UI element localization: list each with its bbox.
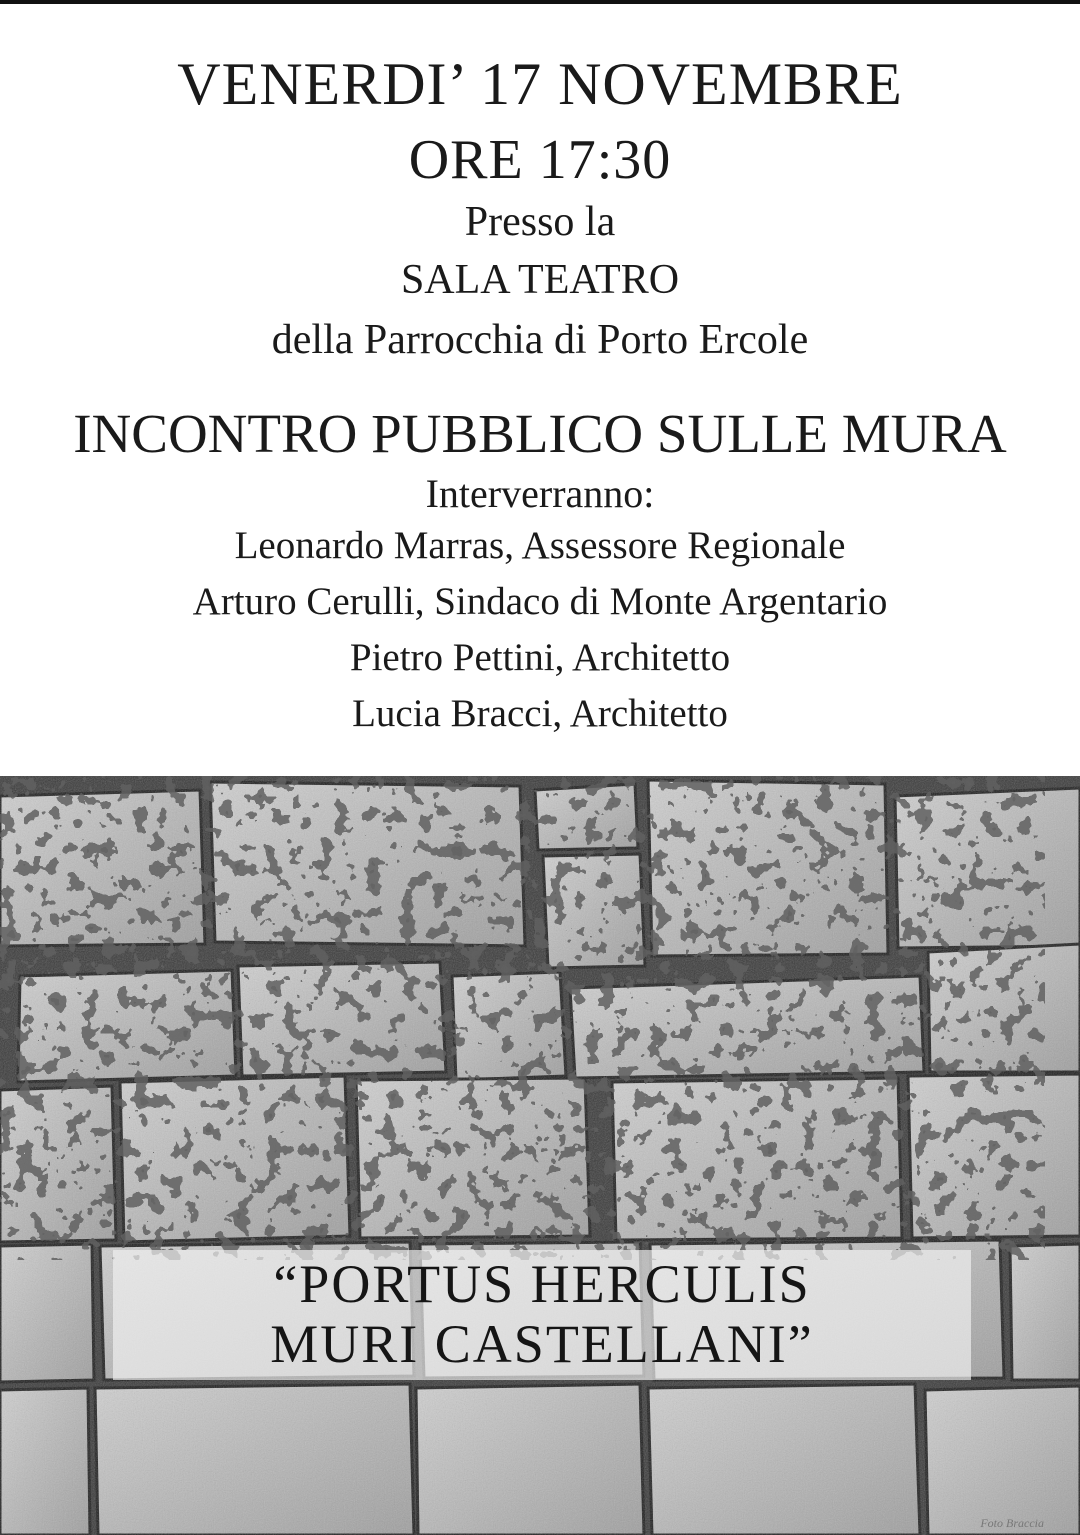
banner-title-line1: “PORTUS HERCULIS: [273, 1254, 811, 1314]
venue-name: SALA TEATRO: [400, 257, 680, 303]
stone-wall-photo: [0, 776, 1080, 1535]
speakers-heading: Interverranno:: [425, 471, 655, 516]
venue-detail: della Parrocchia di Porto Ercole: [271, 317, 809, 363]
speaker-item: Pietro Pettini, Architetto: [349, 636, 731, 679]
stone-wall-illustration: [0, 776, 1080, 1535]
speaker-item: Lucia Bracci, Architetto: [352, 692, 728, 735]
top-border-line: [0, 0, 1080, 4]
banner-title-line2: MURI CASTELLANI”: [270, 1314, 814, 1374]
speaker-item: Arturo Cerulli, Sindaco di Monte Argentario: [192, 580, 888, 623]
presso-label: Presso la: [464, 199, 616, 245]
event-date: VENERDI’ 17 NOVEMBRE: [177, 51, 903, 117]
meeting-title: INCONTRO PUBBLICO SULLE MURA: [73, 403, 1007, 464]
speaker-item: Leonardo Marras, Assessore Regionale: [234, 524, 846, 567]
event-time: ORE 17:30: [408, 129, 672, 191]
photo-credit: Foto Braccia: [980, 1516, 1044, 1530]
